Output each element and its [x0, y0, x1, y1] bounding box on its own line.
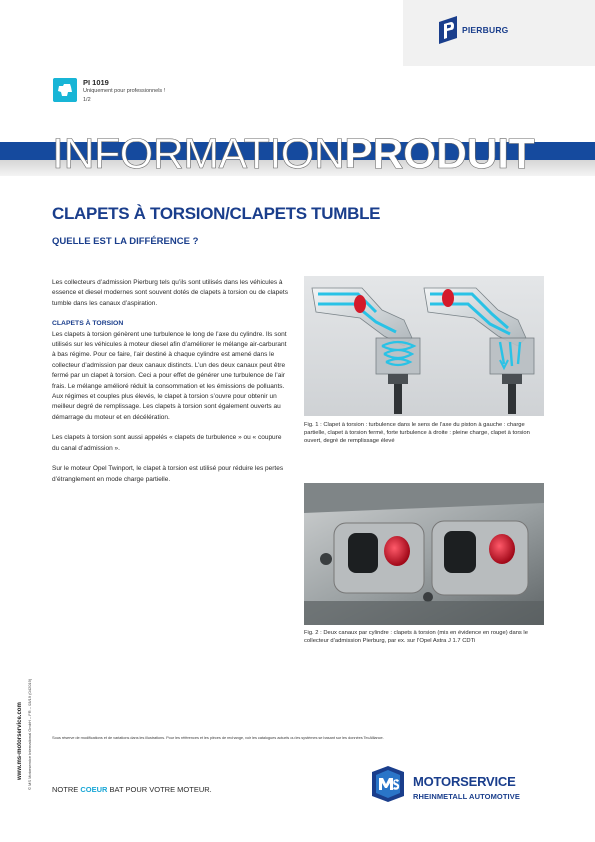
audience-note: Uniquement pour professionnels !	[83, 88, 166, 94]
banner-title-bold: PRODUIT	[344, 130, 535, 178]
article-title: CLAPETS À TORSION/CLAPETS TUMBLE	[52, 204, 381, 223]
article-subtitle: QUELLE EST LA DIFFÉRENCE ?	[52, 236, 199, 247]
section-heading: CLAPETS À TORSION	[52, 320, 124, 328]
body-column	[52, 278, 290, 495]
slogan-pre: NOTRE	[52, 785, 81, 794]
copyright: © MS Motorservice International GmbH – FR – 03/19 (042019)	[27, 678, 32, 790]
banner-title-light: INFORMATION	[52, 130, 345, 178]
disclaimer: Sous réserve de modifications et de variations dans les illustrations. Pour les références et les pièces de rechange, voir les catalogues actuels ou les systèmes se basant sur les données TecAlliance.	[52, 735, 384, 740]
professional-info-icon	[53, 78, 77, 102]
motorservice-name: MOTORSERVICE	[413, 774, 516, 789]
page-number: 1/2	[83, 97, 91, 103]
aka-paragraph: Les clapets à torsion sont aussi appelés « clapets de turbulence » ou « coupure du canal d’admission ».	[52, 434, 282, 452]
motorservice-logo-icon	[372, 766, 404, 802]
pierburg-logo-icon	[437, 16, 459, 44]
slogan	[52, 785, 212, 794]
slogan-highlight: COEUR	[80, 785, 108, 794]
figure-2-caption: Fig. 2 : Deux canaux par cylindre : clapets à torsion (mis en évidence en rouge) dans le collecteur d’admission Pierburg, par ex. sur l’Opel Astra J 1.7 CDTi	[304, 630, 528, 645]
opel-paragraph: Sur le moteur Opel Twinport, le clapet à torsion est utilisé pour réduire les pertes d’étranglement en mode charge partielle.	[52, 465, 284, 483]
website-link[interactable]: www.ms-motorservice.com	[17, 702, 23, 780]
slogan-post: BAT POUR VOTRE MOTEUR.	[107, 785, 212, 794]
motorservice-subtitle: RHEINMETALL AUTOMOTIVE	[413, 792, 520, 801]
section-paragraph: Les clapets à torsion génèrent une turbulence le long de l’axe du cylindre. Ils sont utilisés sur les véhicules à moteur diesel afin d’améliorer le mélange air-carburant à bas régime. Pour ce faire, l’air destiné à chaque cylindre est amené dans le collecteur d’admission par deux canaux distincts. L’un des deux canaux peut être fermé par un clapet à torsion. Ceci a pour effet de générer une turbulence de l’air frais. Le mélange amélioré réduit la consommation et les émissions de polluants. Aux régimes et couples plus élevés, le clapet à torsion s’ouvre pour obtenir un meilleur degré de remplissage. Les clapets à torsion sont également ouverts au démarrage du moteur et en décélération.	[52, 330, 287, 421]
intro-paragraph: Les collecteurs d’admission Pierburg tels qu’ils sont utilisés dans les véhicules à essence et diesel modernes sont souvent dotés de clapets à torsion ou de clapets tumble dans les canaux d’aspiration.	[52, 279, 288, 307]
figure-1-caption: Fig. 1 : Clapet à torsion : turbulence dans le sens de l’axe du piston à gauche : charge partielle, clapet à torsion fermé, forte turbulence à droite : pleine charge, clapet à torsion ouvert, degré de remplissage élevé	[304, 422, 530, 445]
pi-number: PI 1019	[83, 78, 109, 87]
brand-name: PIERBURG	[462, 25, 509, 35]
swirl-flap-illustration	[304, 276, 544, 416]
intake-manifold-photo	[304, 483, 544, 625]
banner-title	[52, 132, 534, 176]
